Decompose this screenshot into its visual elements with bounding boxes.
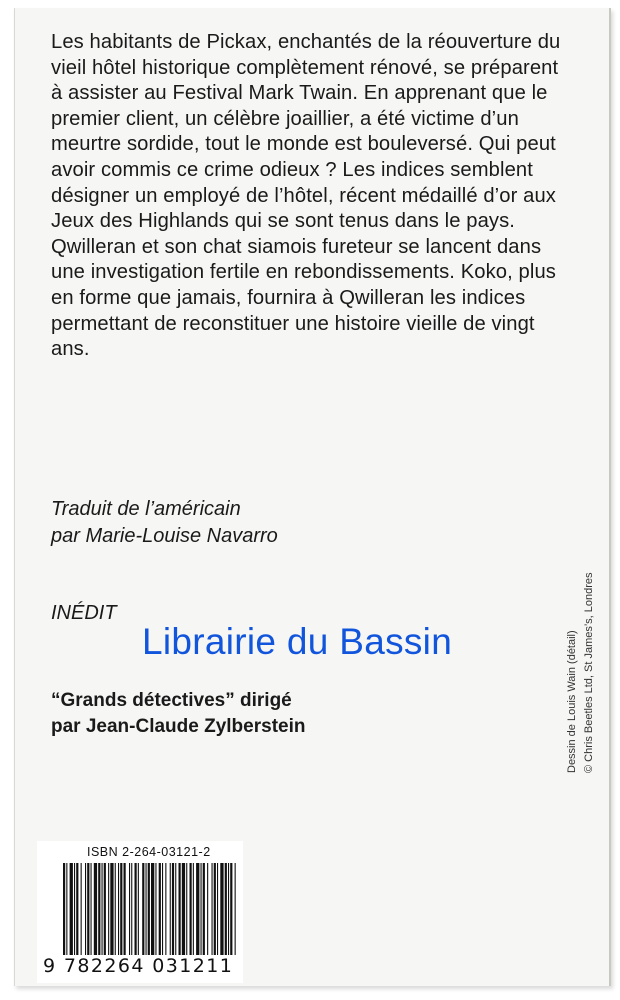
barcode-bar: [135, 863, 137, 955]
barcode-bar: [190, 863, 192, 955]
barcode-bar: [186, 863, 187, 955]
illustration-credit-line-2: © Chris Beetles Ltd, St James’s, Londres: [583, 572, 595, 773]
barcode-bar: [217, 863, 218, 955]
barcode-bar: [193, 863, 194, 955]
barcode-icon: [63, 863, 237, 959]
barcode-bar: [220, 863, 223, 955]
barcode-bar: [228, 863, 229, 955]
barcode-bar: [214, 863, 216, 955]
barcode-bar: [201, 863, 202, 955]
barcode-bar: [104, 863, 106, 955]
barcode-bar: [207, 863, 208, 955]
barcode-bar: [102, 863, 103, 955]
barcode-bar: [70, 863, 73, 955]
barcode-bar: [159, 863, 161, 955]
barcode-bar: [87, 863, 89, 955]
barcode-bar: [138, 863, 139, 955]
barcode-bar: [235, 863, 236, 955]
blurb-text: Les habitants de Pickax, enchantés de la réouverture du vieil hôtel historique complètement rénové, se préparent à assister au Festival Mark Twain. En apprenant que le premier client, un célèbre joaillier, a été victime d’un meurtre sordide, tout le monde est bouleversé. Qui peut avoir commis ce crime odieux ? Les indices semblent désigner un employé de l’hôtel, récent médaillé d’or aux Jeux des Highlands qui se sont tenus dans le pays. Qwilleran et son chat siamois fureteur se lancent dans une investigation fertile en rebondissements. Koko, plus en forme que jamais, fournira à Qwilleran les indices permettant de reconstituer une histoire vieille de vingt ans.: [51, 31, 561, 361]
illustration-credit: [564, 573, 598, 774]
barcode-bar: [98, 863, 100, 955]
barcode-bar: [172, 863, 174, 955]
translation-line-1: Traduit de l’américain: [51, 498, 241, 520]
collection-line-2: par Jean-Claude Zylberstein: [51, 716, 306, 737]
barcode-bar: [74, 863, 75, 955]
isbn-label: ISBN 2-264-03121-2: [87, 845, 211, 859]
barcode-bar: [85, 863, 86, 955]
barcode-bar: [66, 863, 67, 955]
illustration-credit-line-1: Dessin de Louis Wain (détail): [566, 630, 578, 773]
barcode-box: [37, 841, 243, 983]
barcode-bar: [63, 863, 65, 955]
barcode-bar: [212, 863, 213, 955]
barcode-bar: [146, 863, 147, 955]
barcode-bar: [118, 863, 119, 955]
barcode-bar: [148, 863, 150, 955]
barcode-bar: [94, 863, 97, 955]
barcode-bar: [142, 863, 144, 955]
barcode-bar: [179, 863, 181, 955]
barcode-bar: [155, 863, 156, 955]
barcode-bar: [91, 863, 92, 955]
barcode-bar: [175, 863, 176, 955]
barcode-bar: [110, 863, 113, 955]
ean-digits: 9 782264 031211: [43, 955, 234, 977]
barcode-bar: [182, 863, 185, 955]
barcode-bar: [230, 863, 232, 955]
barcode-bar: [108, 863, 109, 955]
translation-credit: [51, 496, 278, 550]
barcode-bar: [124, 863, 126, 955]
barcode-bar: [170, 863, 171, 955]
barcode-bar: [76, 863, 78, 955]
barcode-bar: [81, 863, 82, 955]
book-back-cover: [14, 8, 611, 986]
barcode-bar: [162, 863, 163, 955]
translation-line-2: par Marie-Louise Navarro: [51, 525, 278, 547]
barcode-bar: [115, 863, 116, 955]
inedit-label: INÉDIT: [51, 602, 117, 624]
collection-credit: [51, 688, 305, 740]
barcode-bar: [131, 863, 132, 955]
barcode-bar: [203, 863, 205, 955]
barcode-bar: [225, 863, 227, 955]
barcode-bar: [120, 863, 122, 955]
barcode-bar: [151, 863, 154, 955]
collection-line-1: “Grands détectives” dirigé: [51, 690, 292, 711]
barcode-bar: [129, 863, 130, 955]
bookstore-watermark: Librairie du Bassin: [142, 621, 453, 662]
barcode-bar: [196, 863, 199, 955]
barcode-bar: [165, 863, 166, 955]
